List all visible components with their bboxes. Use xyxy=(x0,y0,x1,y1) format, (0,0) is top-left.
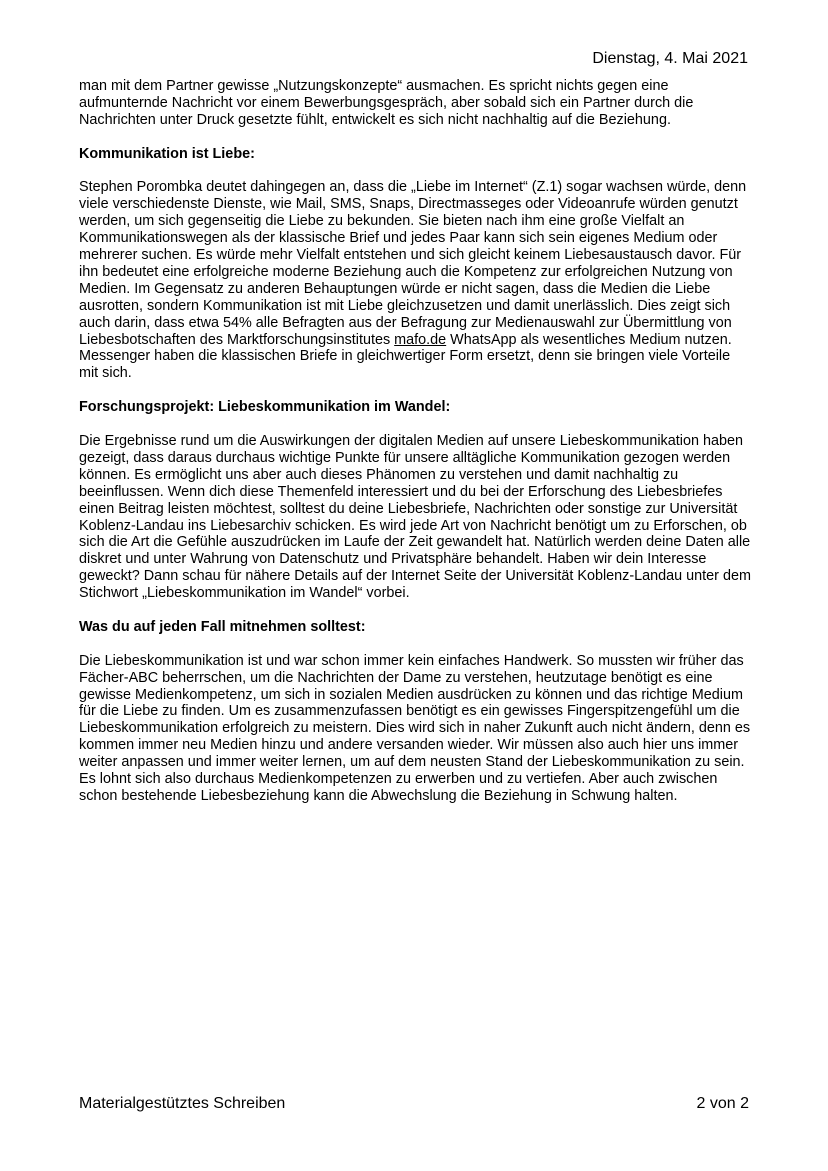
paragraph-text: Stephen Porombka deutet dahingegen an, dass die „Liebe im Internet“ (Z.1) sogar wachsen würde, denn viele verschiedenste Dienste, wie Mail, SMS, Snaps, Directmasseges oder Videoanrufe würden genutzt werden, um sich gegenseitig die Liebe zu bekunden. Sie bieten nach ihm eine große Vielfalt an Kommunikationswegen als der klassische Brief und jedes Paar kann sich sein eigenes Medium oder mehrerer suchen. Es würde mehr Vielfalt entstehen und sich gleicht keinem Liebesaustausch davor. Für ihn bedeutet eine erfolgreiche moderne Beziehung auch die Kompetenz zur erfolgreichen Nutzung von Medien. Im Gegensatz zu anderen Behauptungen würde er nicht sagen, dass die Medien die Liebe ausrotten, sondern Kommunikation ist mit Liebe gleichzusetzen und damit unerlässlich. Dies zeigt sich auch darin, dass etwa 54% alle Befragten aus der Befragung zur Medienauswahl zur Übermittlung von Liebesbotschaften des Marktforschungsinstitutes xyxy=(79,179,747,348)
document-body xyxy=(79,78,751,805)
paragraph-text: WhatsApp als wesentliches Medium nutzen. Messenger haben die klassischen Briefe in gleichwertiger Form ersetzt, denn sie bringen viele Vorteile mit sich. xyxy=(79,331,732,382)
mafo-link[interactable]: mafo.de xyxy=(394,331,447,348)
section-heading-kommunikation: Kommunikation ist Liebe: xyxy=(79,145,255,162)
section-paragraph-forschungsprojekt: Die Ergebnisse rund um die Auswirkungen der digitalen Medien auf unsere Liebeskommunikation haben gezeigt, dass daraus durchaus wichtige Punkte für unsere alltägliche Kommunikation gezogen werden können. Es ermöglicht uns aber auch dieses Phänomen zu verstehen und damit nachhaltig zu beeinflussen. Wenn dich diese Themenfeld interessiert und du bei der Erforschung des Liebesbriefes einen Beitrag leisten möchtest, solltest du deine Liebesbriefe, Nachrichten oder sonstige zur Universität Koblenz-Landau ins Liebesarchiv schicken. Es wird jede Art von Nachricht benötigt um zu Erforschen, ob sich die Art die Gefühle auszudrücken im Laufe der Zeit gewandelt hat. Natürlich werden deine Daten alle diskret und unter Wahrung von Datenschutz und Privatsphäre behandelt. Haben wir dein Interesse geweckt? Dann schau für nähere Details auf der Internet Seite der Universität Koblenz-Landau unter dem Stichwort „Liebeskommunikation im Wandel“ vorbei. xyxy=(79,432,751,602)
header-date: Dienstag, 4. Mai 2021 xyxy=(592,50,748,67)
section-paragraph-fazit: Die Liebeskommunikation ist und war schon immer kein einfaches Handwerk. So mussten wir früher das Fächer-ABC beherrschen, um die Nachrichten der Dame zu verstehen, heutzutage benötigt es eine gewisse Medienkompetenz, um sich in sozialen Medien ausdrücken zu können und das richtige Medium für die Liebe zu finden. Um es zusammenzufassen benötigt es ein gewisses Fingerspitzengefühl um die Liebeskommunikation erfolgreich zu meistern. Dies wird sich in naher Zukunft auch nicht ändern, denn es kommen immer neu Medien hinzu und andere versanden wieder. Wir müssen also auch hier uns immer weiter anpassen und immer weiter lernen, um auf dem neusten Stand der Liebeskommunikation zu sein. Es lohnt sich also durchaus Medienkompetenzen zu erwerben und zu vertiefen. Aber auch zwischen schon bestehende Liebesbeziehung kann die Abwechslung die Beziehung in Schwung halten. xyxy=(79,652,751,804)
section-heading-forschungsprojekt: Forschungsprojekt: Liebeskommunikation im Wandel: xyxy=(79,399,451,416)
intro-paragraph: man mit dem Partner gewisse „Nutzungskonzepte“ ausmachen. Es spricht nichts gegen eine aufmunternde Nachricht vor einem Bewerbungsgespräch, aber sobald sich ein Partner durch die Nachrichten unter Druck gesetzte fühlt, entwickelt es sich nicht nachhaltig auf die Beziehung. xyxy=(79,78,694,128)
page-number: 2 von 2 xyxy=(696,1095,749,1112)
section-heading-fazit: Was du auf jeden Fall mitnehmen solltest: xyxy=(79,618,366,635)
section-paragraph-kommunikation xyxy=(79,179,751,382)
footer-title: Materialgestütztes Schreiben xyxy=(79,1095,286,1112)
